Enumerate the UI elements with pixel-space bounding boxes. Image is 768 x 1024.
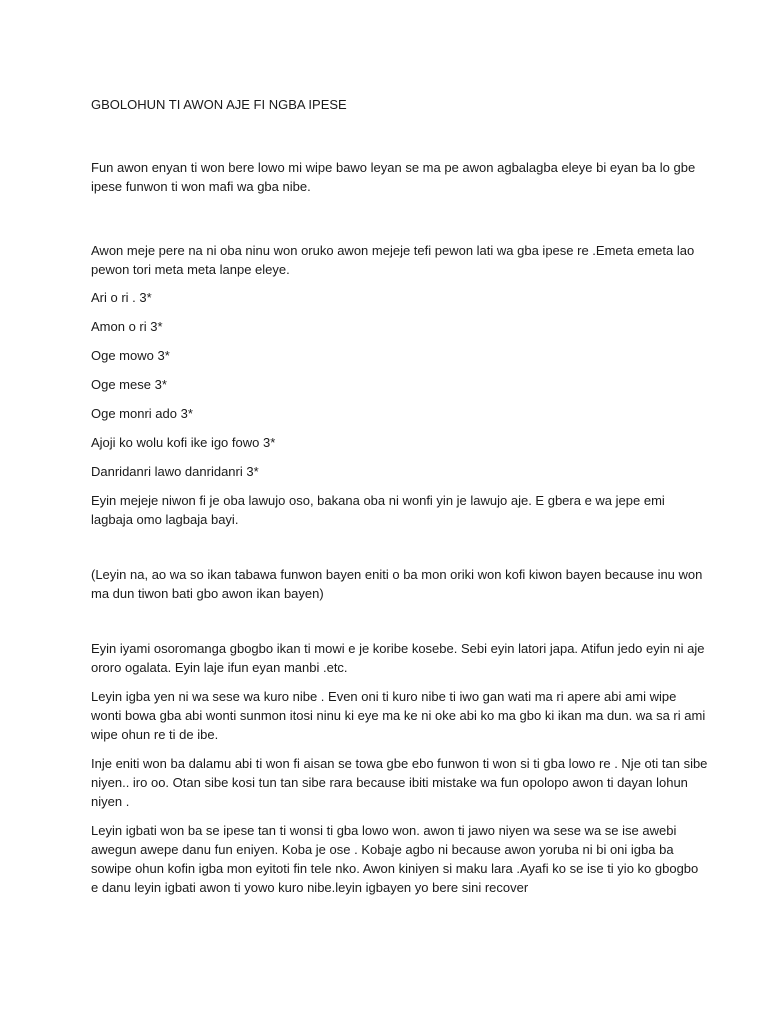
name-line: Danridanri lawo danridanri 3* xyxy=(91,464,259,479)
document-title: GBOLOHUN TI AWON AJE FI NGBA IPESE xyxy=(91,97,347,112)
name-line: Oge mese 3* xyxy=(91,377,167,392)
body-paragraph: Inje eniti won ba dalamu abi ti won fi aisan se towa gbe ebo funwon ti won si ti gba lowo re . Nje oti tan sibe niyen.. iro oo. Otan sibe kosi tun tan sibe rara because ibiti mistake wa fun opolopo awon ti dayan lohun niyen . xyxy=(91,756,708,809)
name-line: Amon o ri 3* xyxy=(91,319,163,334)
body-paragraph: Leyin igba yen ni wa sese wa kuro nibe . Even oni ti kuro nibe ti iwo gan wati ma ri apere abi ami wipe wonti bowa gba abi wonti sunmon itosi ninu ki eye ma ke ni oke abi ko ma gbo ki ikan ma dun. wa sa ri ami wipe ohun re ti de ibe. xyxy=(91,689,706,742)
body-paragraph: Eyin iyami osoromanga gbogbo ikan ti mowi e je koribe kosebe. Sebi eyin latori japa. Atifun jedo eyin ni aje ororo ogalata. Eyin laje ifun eyan manbi .etc. xyxy=(91,641,705,675)
name-line: Oge mowo 3* xyxy=(91,348,170,363)
name-line: Ari o ri . 3* xyxy=(91,290,152,305)
after-names-paragraph: Eyin mejeje niwon fi je oba lawujo oso, bakana oba ni wonfi yin je lawujo aje. E gbera e wa jepe emi lagbaja omo lagbaja bayi. xyxy=(91,493,665,527)
body-paragraph: Leyin igbati won ba se ipese tan ti wonsi ti gba lowo won. awon ti jawo niyen wa sese wa se ise awebi awegun awepe danu fun eniyen. Koba je ose . Kobaje agbo ni because awon yoruba ni bi oni igba ba sowipe ohun kofin igba mon eyitoti fin tele nko. Awon kiniyen si maku lara .Ayafi ko se ise ti yio ko gbogbo e danu leyin igbati awon ti yowo kuro nibe.leyin igbayen yo bere sini recover xyxy=(91,823,699,895)
note-paragraph: (Leyin na, ao wa so ikan tabawa funwon bayen eniti o ba mon oriki won kofi kiwon bayen because inu won ma dun tiwon bati gbo awon ikan bayen) xyxy=(91,567,703,601)
intro-paragraph: Fun awon enyan ti won bere lowo mi wipe bawo leyan se ma pe awon agbalagba eleye bi eyan ba lo gbe ipese funwon ti won mafi wa gba nibe. xyxy=(91,160,696,194)
name-line: Ajoji ko wolu kofi ike igo fowo 3* xyxy=(91,435,276,450)
names-intro-paragraph: Awon meje pere na ni oba ninu won oruko awon mejeje tefi pewon lati wa gba ipese re .Emeta emeta lao pewon tori meta meta lanpe eleye. xyxy=(91,243,695,277)
name-line: Oge monri ado 3* xyxy=(91,406,193,421)
